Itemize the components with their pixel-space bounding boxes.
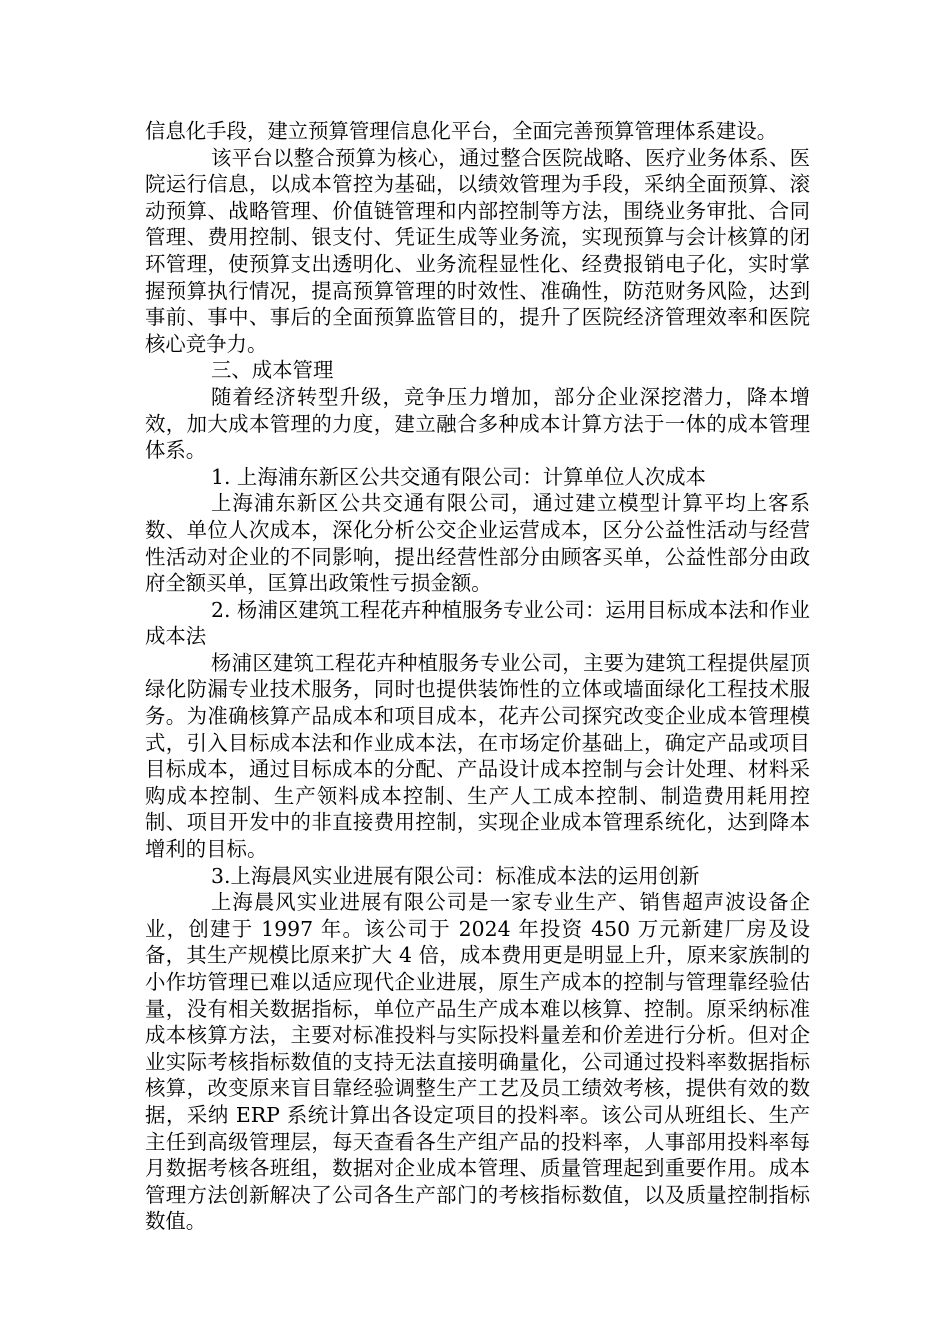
section-heading: 三、成本管理	[211, 358, 334, 383]
paragraph-3: 随着经济转型升级，竞争压力增加，部分企业深挖潜力，降本增效，加大成本管理的力度，建立融合多种成本计算方法于一体的成本管理体系。	[145, 384, 810, 463]
subheading-1: 1. 上海浦东新区公共交通有限公司：计算单位人次成本	[211, 464, 706, 489]
paragraph-6: 上海晨风实业进展有限公司是一家专业生产、销售超声波设备企业，创建于 1997 年。该公司于 2024 年投资 450 万元新建厂房及设备，其生产规模比原来扩大 4 倍，成本费用更是明显上升，原来家族制的小作坊管理已难以适应现代企业进展，原生产成本的控制与管理靠经验估量，没有相关数据指标，单位产品生产成本难以核算、控制。原采纳标准成本核算方法，主要对标准投料与实际投料量差和价差进行分析。但对企业实际考核指标数值的支持无法直接明确量化，公司通过投料率数据指标核算，改变原来盲目靠经验调整生产工艺及员工绩效考核，提供有效的数据，采纳 ERP 系统计算出各设定项目的投料率。该公司从班组长、生产主任到高级管理层，每天查看各生产组产品的投料率，人事部用投料率每月数据考核各班组，数据对企业成本管理、质量管理起到重要作用。成本管理方法创新解决了公司各生产部门的考核指标数值，以及质量控制指标数值。	[145, 890, 810, 1234]
subheading-3: 3.上海晨风实业进展有限公司：标准成本法的运用创新	[211, 863, 700, 888]
document-body	[145, 118, 810, 1235]
paragraph-1: 信息化手段，建立预算管理信息化平台，全面完善预算管理体系建设。	[145, 119, 778, 143]
paragraph-4: 上海浦东新区公共交通有限公司，通过建立模型计算平均上客系数、单位人次成本，深化分析公交企业运营成本，区分公益性活动与经营性活动对企业的不同影响，提出经营性部分由顾客买单，公益性部分由政府全额买单，匡算出政策性亏损金额。	[145, 491, 810, 596]
paragraph-5: 杨浦区建筑工程花卉种植服务专业公司，主要为建筑工程提供屋顶绿化防漏专业技术服务，同时也提供装饰性的立体或墙面绿化工程技术服务。为准确核算产品成本和项目成本，花卉公司探究改变企业成本管理模式，引入目标成本法和作业成本法，在市场定价基础上，确定产品或项目目标成本，通过目标成本的分配、产品设计成本控制与会计处理、材料采购成本控制、生产领料成本控制、生产人工成本控制、制造费用耗用控制、项目开发中的非直接费用控制，实现企业成本管理系统化，达到降本增利的目标。	[145, 650, 810, 862]
subheading-2: 2. 杨浦区建筑工程花卉种植服务专业公司：运用目标成本法和作业成本法	[145, 597, 810, 649]
paragraph-2: 该平台以整合预算为核心，通过整合医院战略、医疗业务体系、医院运行信息，以成本管控为基础，以绩效管理为手段，采纳全面预算、滚动预算、战略管理、价值链管理和内部控制等方法，围绕业务审批、合同管理、费用控制、银支付、凭证生成等业务流，实现预算与会计核算的闭环管理，使预算支出透明化、业务流程显性化、经费报销电子化，实时掌握预算执行情况，提高预算管理的时效性、准确性，防范财务风险，达到事前、事中、事后的全面预算监管目的，提升了医院经济管理效率和医院核心竞争力。	[145, 145, 810, 356]
